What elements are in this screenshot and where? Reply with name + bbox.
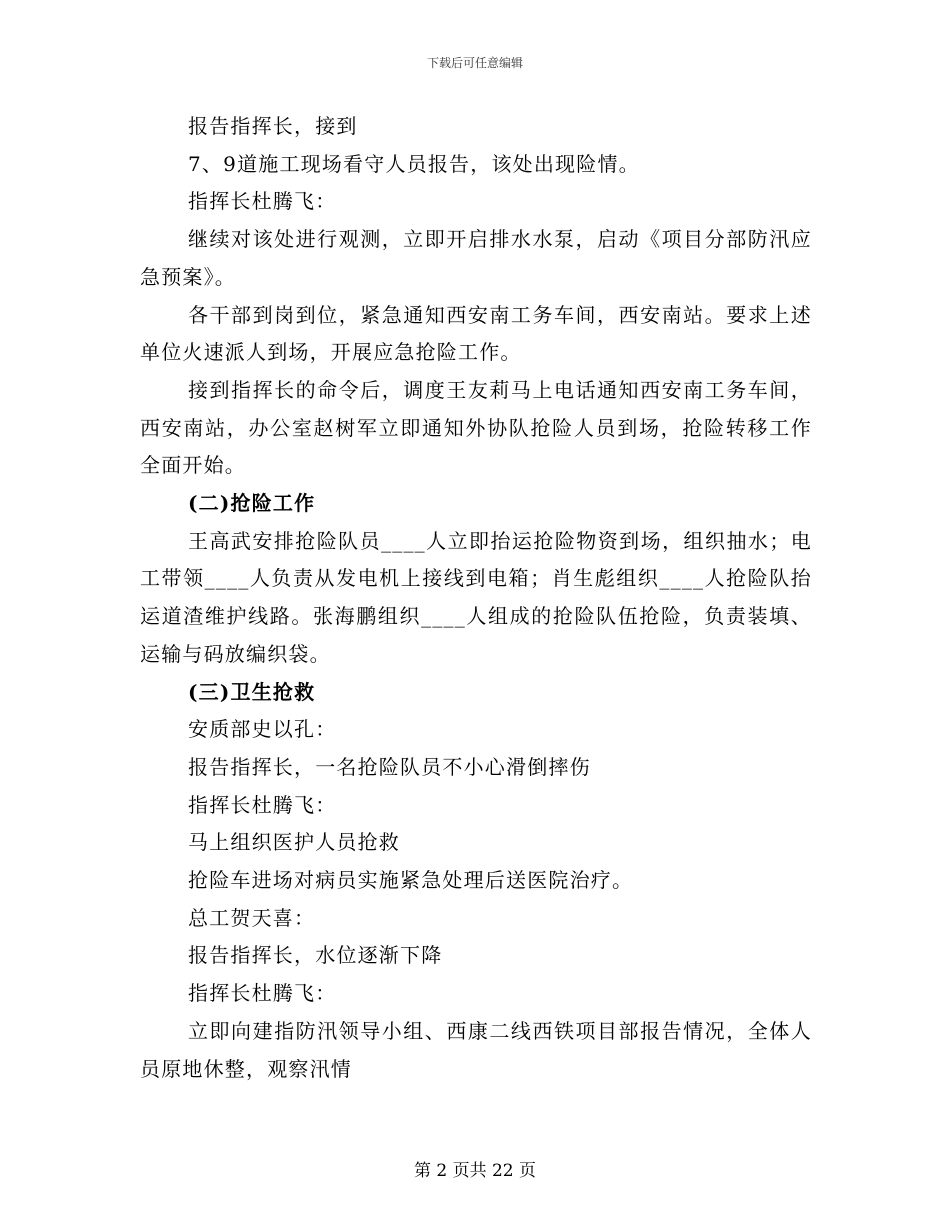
page-footer: 第 2 页共 22 页: [413, 1161, 537, 1181]
paragraph: 继续对该处进行观测，立即开启排水水泵，启动《项目分部防汛应急预案》。: [140, 227, 812, 289]
paragraph: 王高武安排抢险队员____人立即抬运抢险物资到场，组织抽水；电工带领____人负责从发电机上接线到电箱；肖生彪组织____人抢险队抬运道渣维护线路。张海鹏组织____人组成的抢险队伍抢险，负责装填、运输与码放编织袋。: [140, 528, 812, 666]
paragraph: 报告指挥长，水位逐渐下降: [188, 943, 443, 968]
paragraph: 报告指挥长，接到: [188, 114, 358, 138]
page-header: 下载后可任意编辑: [426, 56, 523, 70]
paragraph: 各干部到岗到位，紧急通知西安南工务车间，西安南站。要求上述单位火速派人到场，开展应急抢险工作。: [140, 302, 812, 365]
paragraph: 报告指挥长，一名抢险队员不小心滑倒摔伤: [188, 754, 591, 779]
paragraph: 接到指挥长的命令后，调度王友莉马上电话通知西安南工务车间，西安南站，办公室赵树军立即通知外协队抢险人员到场，抢险转移工作全面开始。: [140, 377, 812, 478]
section-heading: (三)卫生抢救: [188, 679, 316, 704]
paragraph: 7、9道施工现场看守人员报告，该处出现险情。: [188, 151, 640, 176]
paragraph: 安质部史以孔：: [188, 717, 337, 742]
paragraph: 指挥长杜腾飞：: [188, 189, 337, 214]
paragraph: 立即向建指防汛领导小组、西康二线西铁项目部报告情况，全体人员原地休整，观察汛情: [140, 1018, 812, 1081]
paragraph: 指挥长杜腾飞：: [188, 981, 337, 1006]
section-heading: (二)抢险工作: [188, 491, 316, 516]
document-body: [140, 108, 812, 1088]
paragraph: 指挥长杜腾飞：: [188, 792, 337, 817]
paragraph: 马上组织医护人员抢救: [188, 830, 400, 855]
paragraph: 总工贺天喜：: [188, 905, 316, 930]
paragraph: 抢险车进场对病员实施紧急处理后送医院治疗。: [188, 868, 634, 893]
